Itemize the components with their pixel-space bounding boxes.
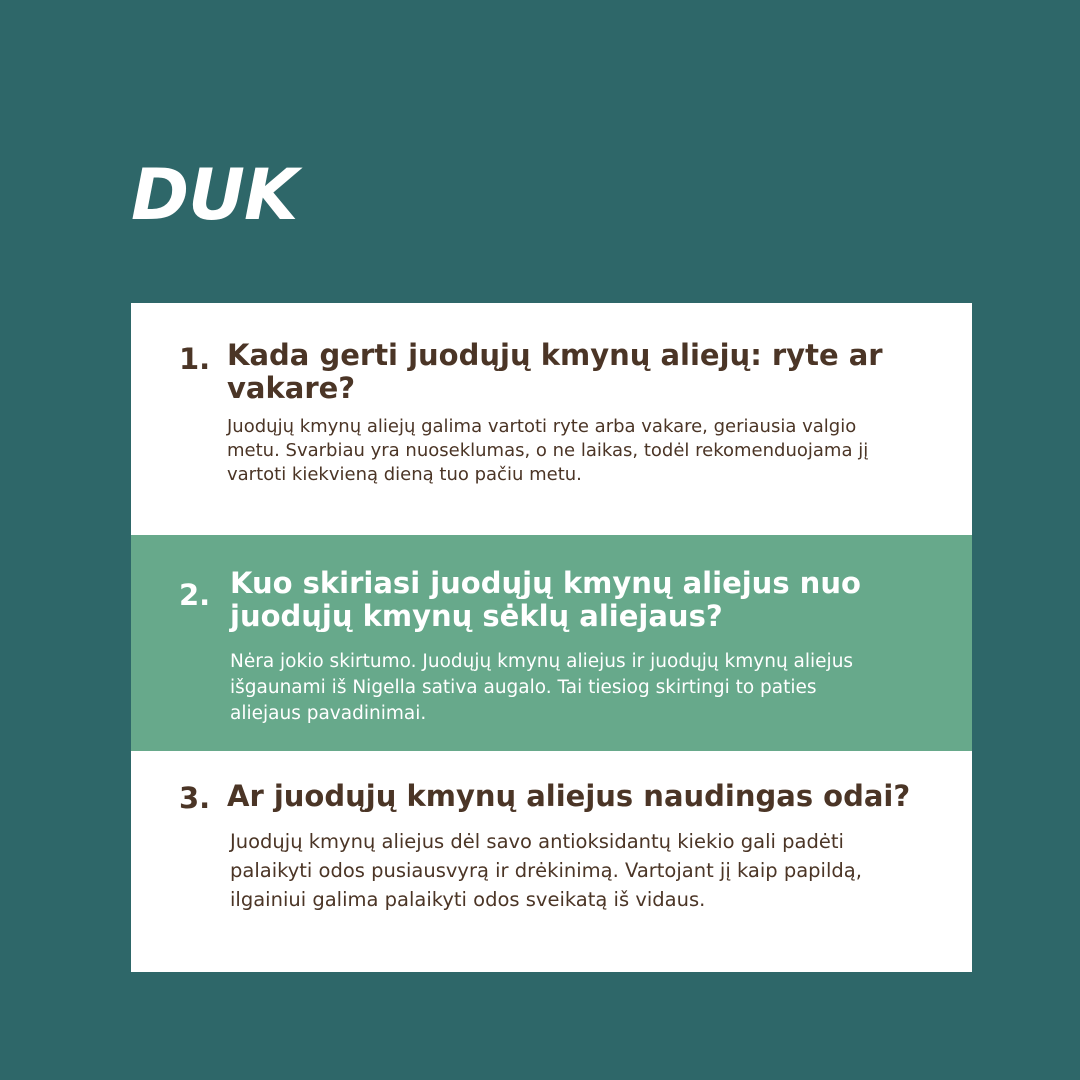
faq-item-number: 1.: [179, 342, 211, 376]
faq-item-3: [131, 751, 972, 972]
faq-item-question: Kuo skiriasi juodųjų kmynų aliejus nuo juodųjų kmynų sėklų aliejaus?: [230, 566, 861, 633]
faq-item-answer: Juodųjų kmynų aliejų galima vartoti ryte arba vakare, geriausia valgio metu. Svarbiau yra nuoseklumas, o ne laikas, todėl rekomenduojama jį vartoti kiekvieną dieną tuo pačiu metu.: [227, 416, 869, 485]
faq-item-number: 2.: [179, 578, 211, 612]
faq-card: [131, 303, 972, 972]
faq-item-1: [131, 303, 972, 535]
faq-item-answer: Juodųjų kmynų aliejus dėl savo antioksidantų kiekio gali padėti palaikyti odos pusiausvyrą ir drėkinimą. Vartojant jį kaip papildą, ilgainiui galima palaikyti odos sveikatą iš vidaus.: [230, 830, 862, 911]
faq-item-question: Kada gerti juodųjų kmynų aliejų: ryte ar vakare?: [227, 338, 883, 405]
faq-item-number: 3.: [179, 781, 211, 815]
faq-item-question: Ar juodųjų kmynų aliejus naudingas odai?: [227, 779, 911, 813]
faq-item-2: [131, 535, 972, 751]
faq-item-answer: Nėra jokio skirtumo. Juodųjų kmynų aliejus ir juodųjų kmynų aliejus išgaunami iš Nigella sativa augalo. Tai tiesiog skirtingi to paties aliejaus pavadinimai.: [230, 651, 854, 724]
page-title: DUK: [131, 154, 298, 236]
